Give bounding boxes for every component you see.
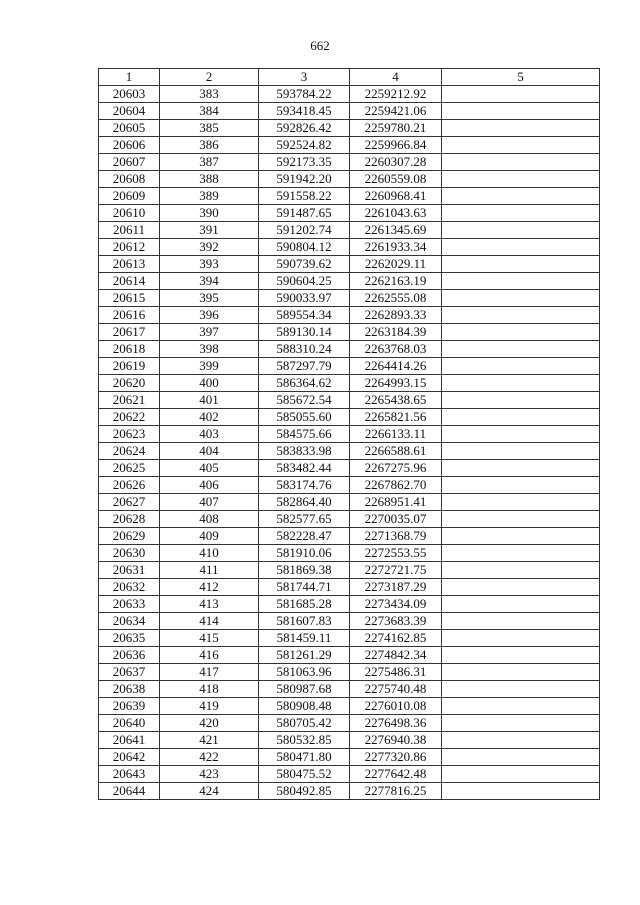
table-row [99,222,600,239]
table-cell: 407 [160,494,259,511]
table-cell: 20629 [99,528,160,545]
table-cell [442,698,600,715]
table-cell: 400 [160,375,259,392]
table-cell: 581744.71 [259,579,350,596]
table-cell: 20603 [99,86,160,103]
table-cell: 413 [160,596,259,613]
table-cell: 394 [160,273,259,290]
table-cell: 411 [160,562,259,579]
table-header-row [99,69,600,86]
table-cell: 397 [160,324,259,341]
table-cell: 20638 [99,681,160,698]
table-cell: 2274162.85 [350,630,442,647]
table-cell: 2268951.41 [350,494,442,511]
table-cell [442,630,600,647]
table-cell: 581459.11 [259,630,350,647]
table-cell: 408 [160,511,259,528]
table-cell: 20613 [99,256,160,273]
table-cell [442,188,600,205]
table-cell: 583482.44 [259,460,350,477]
table-row [99,443,600,460]
table-cell: 2260559.08 [350,171,442,188]
table-cell: 2261345.69 [350,222,442,239]
table-cell [442,715,600,732]
table-cell: 2272721.75 [350,562,442,579]
table-cell: 583174.76 [259,477,350,494]
table-cell: 580475.52 [259,766,350,783]
table-cell: 590804.12 [259,239,350,256]
table-cell: 409 [160,528,259,545]
table-cell [442,494,600,511]
table-row [99,477,600,494]
table-cell: 20643 [99,766,160,783]
table-cell: 406 [160,477,259,494]
table-cell: 20615 [99,290,160,307]
table-cell [442,239,600,256]
table-cell: 421 [160,732,259,749]
table-cell: 593418.45 [259,103,350,120]
table-cell: 587297.79 [259,358,350,375]
table-row [99,698,600,715]
table-cell: 419 [160,698,259,715]
table-cell: 580471.80 [259,749,350,766]
table-cell: 590739.62 [259,256,350,273]
table-cell: 384 [160,103,259,120]
table-cell: 592173.35 [259,154,350,171]
column-header: 2 [160,69,259,86]
table-cell: 2263184.39 [350,324,442,341]
table-cell [442,681,600,698]
table-row [99,494,600,511]
table-cell [442,392,600,409]
table-cell: 422 [160,749,259,766]
table-cell: 2272553.55 [350,545,442,562]
table-cell: 20611 [99,222,160,239]
table-row [99,460,600,477]
table-cell: 20642 [99,749,160,766]
table-cell: 2262555.08 [350,290,442,307]
table-cell [442,732,600,749]
table-row [99,749,600,766]
table-cell: 412 [160,579,259,596]
table-cell: 2274842.34 [350,647,442,664]
table-row [99,647,600,664]
table-cell: 586364.62 [259,375,350,392]
table-cell: 20632 [99,579,160,596]
table-cell [442,103,600,120]
table-row [99,409,600,426]
table-cell: 20622 [99,409,160,426]
table-cell [442,460,600,477]
table-cell [442,120,600,137]
table-cell [442,256,600,273]
table-cell [442,443,600,460]
table-row [99,511,600,528]
table-cell: 393 [160,256,259,273]
table-cell: 415 [160,630,259,647]
table-cell [442,375,600,392]
table-cell: 591942.20 [259,171,350,188]
table-row [99,562,600,579]
table-cell: 385 [160,120,259,137]
table-cell: 2271368.79 [350,528,442,545]
table-cell [442,613,600,630]
table-cell: 581063.96 [259,664,350,681]
table-cell: 2266588.61 [350,443,442,460]
table-row [99,120,600,137]
table-cell [442,477,600,494]
table-cell: 590033.97 [259,290,350,307]
table-cell: 20623 [99,426,160,443]
table-cell [442,528,600,545]
table-cell: 2277816.25 [350,783,442,800]
table-row [99,681,600,698]
table-cell: 590604.25 [259,273,350,290]
table-row [99,273,600,290]
table-cell: 398 [160,341,259,358]
table-cell: 2270035.07 [350,511,442,528]
column-header: 4 [350,69,442,86]
table-cell [442,137,600,154]
table-cell: 588310.24 [259,341,350,358]
table-cell: 581261.29 [259,647,350,664]
table-row [99,579,600,596]
table-row [99,613,600,630]
table-cell: 399 [160,358,259,375]
table-cell: 20614 [99,273,160,290]
table-cell [442,596,600,613]
table-cell [442,511,600,528]
table-cell: 20637 [99,664,160,681]
table-cell: 20627 [99,494,160,511]
table-cell: 581910.06 [259,545,350,562]
table-cell: 391 [160,222,259,239]
table-cell: 581685.28 [259,596,350,613]
table-cell: 390 [160,205,259,222]
table-cell: 2276498.36 [350,715,442,732]
table-cell: 396 [160,307,259,324]
table-cell: 20631 [99,562,160,579]
table-cell: 389 [160,188,259,205]
table-cell: 401 [160,392,259,409]
column-header: 1 [99,69,160,86]
table-cell: 2263768.03 [350,341,442,358]
table-cell: 2273434.09 [350,596,442,613]
table-cell [442,86,600,103]
table-cell [442,426,600,443]
table-row [99,86,600,103]
table-cell: 593784.22 [259,86,350,103]
table-row [99,188,600,205]
table-cell: 20636 [99,647,160,664]
table-cell: 583833.98 [259,443,350,460]
table-cell: 414 [160,613,259,630]
table-cell: 20610 [99,205,160,222]
table-cell: 2267275.96 [350,460,442,477]
table-cell: 591487.65 [259,205,350,222]
table-cell: 20619 [99,358,160,375]
table-row [99,392,600,409]
table-row [99,732,600,749]
table-cell: 387 [160,154,259,171]
table-cell: 580908.48 [259,698,350,715]
table-row [99,664,600,681]
table-cell: 20640 [99,715,160,732]
table-cell: 589130.14 [259,324,350,341]
table-row [99,426,600,443]
table-row [99,171,600,188]
page-number: 662 [310,38,330,53]
table-cell: 585055.60 [259,409,350,426]
table-cell: 581869.38 [259,562,350,579]
table-cell: 20607 [99,154,160,171]
table-cell: 2259780.21 [350,120,442,137]
table-row [99,341,600,358]
table-cell: 580987.68 [259,681,350,698]
table-cell [442,579,600,596]
table-row [99,766,600,783]
table-cell: 20618 [99,341,160,358]
table-cell [442,307,600,324]
table-cell [442,766,600,783]
table-cell: 2260307.28 [350,154,442,171]
table-cell: 20604 [99,103,160,120]
table-cell [442,290,600,307]
table-row [99,307,600,324]
table-cell: 2277642.48 [350,766,442,783]
table-cell: 392 [160,239,259,256]
table-cell: 2265821.56 [350,409,442,426]
table-cell: 20634 [99,613,160,630]
table-row [99,358,600,375]
table-cell: 20616 [99,307,160,324]
table-cell: 2259421.06 [350,103,442,120]
table-cell: 2261043.63 [350,205,442,222]
table-cell: 424 [160,783,259,800]
table-cell: 2262893.33 [350,307,442,324]
table-cell: 20606 [99,137,160,154]
table-cell: 580532.85 [259,732,350,749]
table-row [99,528,600,545]
table-row [99,715,600,732]
table-cell: 2262029.11 [350,256,442,273]
table-row [99,137,600,154]
table-row [99,375,600,392]
table-row [99,256,600,273]
coordinates-table [98,68,600,800]
table-cell: 386 [160,137,259,154]
table-cell: 395 [160,290,259,307]
table-cell [442,409,600,426]
column-header: 5 [442,69,600,86]
table-cell: 582864.40 [259,494,350,511]
table-cell: 20605 [99,120,160,137]
table-cell: 20624 [99,443,160,460]
table-cell: 20644 [99,783,160,800]
table-cell: 405 [160,460,259,477]
table-cell [442,154,600,171]
table-cell [442,647,600,664]
table-cell: 418 [160,681,259,698]
table-cell: 383 [160,86,259,103]
table-cell: 580492.85 [259,783,350,800]
table-row [99,783,600,800]
table-row [99,545,600,562]
table-cell: 2262163.19 [350,273,442,290]
table-cell: 20617 [99,324,160,341]
table-body [99,86,600,800]
table-cell [442,171,600,188]
table-cell: 2259966.84 [350,137,442,154]
table-row [99,239,600,256]
table-cell [442,545,600,562]
table-cell: 2261933.34 [350,239,442,256]
column-header: 3 [259,69,350,86]
table-cell: 402 [160,409,259,426]
table-cell: 582228.47 [259,528,350,545]
table-cell: 20641 [99,732,160,749]
table-cell: 581607.83 [259,613,350,630]
table-cell [442,749,600,766]
table-cell [442,783,600,800]
table-cell: 20633 [99,596,160,613]
table-cell [442,358,600,375]
table-cell: 2259212.92 [350,86,442,103]
table-cell: 2276940.38 [350,732,442,749]
table-cell: 410 [160,545,259,562]
table-cell: 2264993.15 [350,375,442,392]
table-cell [442,324,600,341]
table-cell [442,273,600,290]
table-cell: 2267862.70 [350,477,442,494]
table-row [99,630,600,647]
table-cell: 2265438.65 [350,392,442,409]
table-cell: 20609 [99,188,160,205]
table-cell: 591202.74 [259,222,350,239]
table-row [99,324,600,341]
table-cell: 2266133.11 [350,426,442,443]
table-cell: 20621 [99,392,160,409]
table-cell: 2273683.39 [350,613,442,630]
table-cell: 20639 [99,698,160,715]
table-cell [442,205,600,222]
table-cell: 20628 [99,511,160,528]
table-cell: 20635 [99,630,160,647]
table-cell: 403 [160,426,259,443]
table-cell: 582577.65 [259,511,350,528]
table-cell: 2260968.41 [350,188,442,205]
table-cell: 584575.66 [259,426,350,443]
table-cell: 591558.22 [259,188,350,205]
table-cell: 2264414.26 [350,358,442,375]
table-cell: 585672.54 [259,392,350,409]
table-cell: 416 [160,647,259,664]
table-row [99,596,600,613]
table-cell: 2276010.08 [350,698,442,715]
table-cell [442,341,600,358]
table-cell: 420 [160,715,259,732]
table-cell: 20608 [99,171,160,188]
table-cell: 592826.42 [259,120,350,137]
table-cell: 388 [160,171,259,188]
table-cell: 404 [160,443,259,460]
table-cell: 20612 [99,239,160,256]
table-cell [442,562,600,579]
table-cell: 592524.82 [259,137,350,154]
table-cell: 20620 [99,375,160,392]
table-row [99,205,600,222]
table-cell: 20630 [99,545,160,562]
table-cell: 589554.34 [259,307,350,324]
table-row [99,290,600,307]
table-cell [442,222,600,239]
table-cell [442,664,600,681]
table-cell: 2275486.31 [350,664,442,681]
table-cell: 423 [160,766,259,783]
table-cell: 20625 [99,460,160,477]
table-cell: 417 [160,664,259,681]
table-cell: 2273187.29 [350,579,442,596]
table-cell: 580705.42 [259,715,350,732]
table-cell: 20626 [99,477,160,494]
table-cell: 2275740.48 [350,681,442,698]
table-row [99,154,600,171]
table-row [99,103,600,120]
table-cell: 2277320.86 [350,749,442,766]
